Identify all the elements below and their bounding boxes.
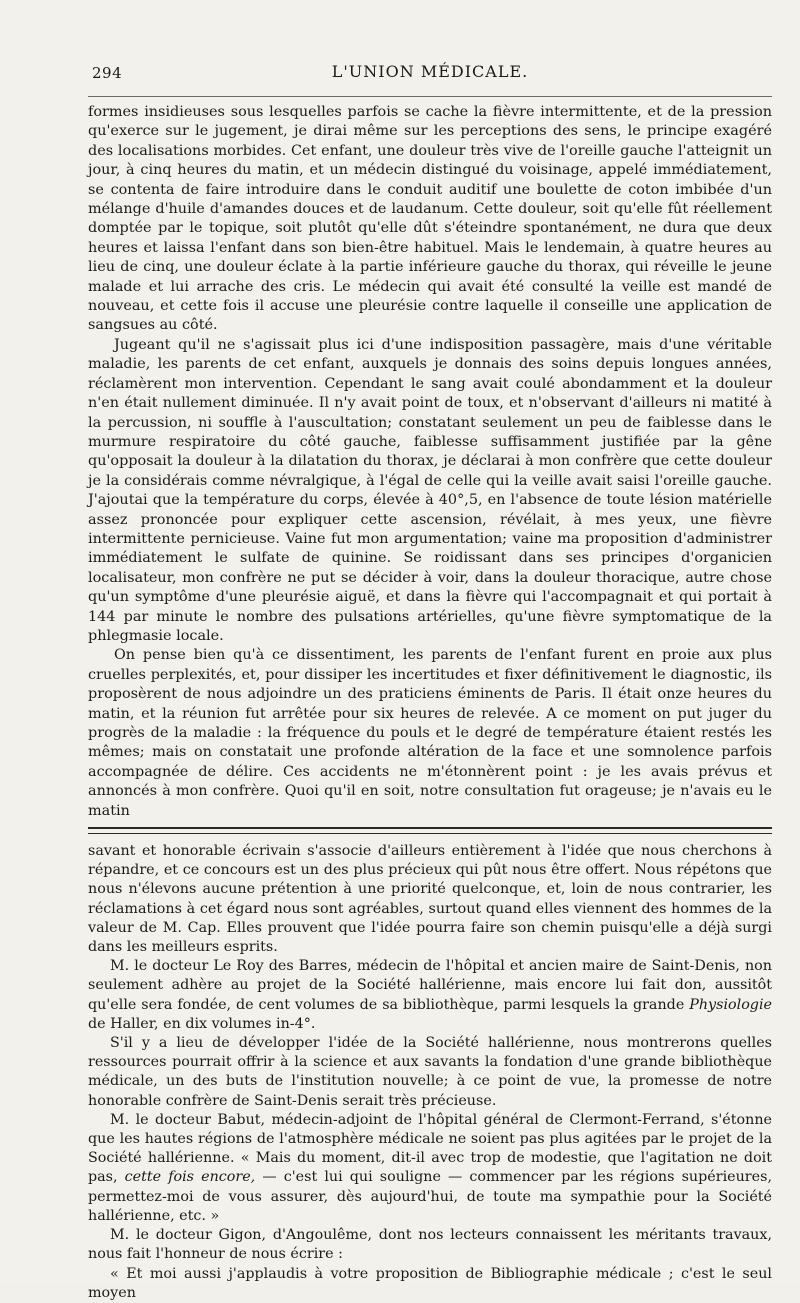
article-paragraph-2: Jugeant qu'il ne s'agissait plus ici d'une indisposition passagère, mais d'une véritable maladie, les parents de cet enfant, auxquels je donnais des soins depuis longues années, réclamèrent mon intervention. Cependant le sang avait coulé abondamment et la douleur n'en était nullement diminuée. Il n'y avait point de toux, et n'observant d'ailleurs ni matité à la percussion, ni souffle à l'auscultation; constatant seulement un peu de faiblesse dans le murmure respiratoire du côté gauche, faiblesse suffisamment justifiée par la gêne qu'opposait la douleur à la dilatation du thorax, je déclarai à mon confrère que cette douleur je la considérais comme névralgique, à l'égal de celle qui la veille avait saisi l'oreille gauche. J'ajoutai que la température du corps, élevée à 40°,5, en l'absence de toute lésion matérielle assez prononcée pour expliquer cette ascension, révélait, à mes yeux, une fièvre intermittente pernicieuse. Vaine fut mon argumentation; vaine ma proposition d'administrer immédiatement le sulfate de quinine. Se roidissant dans ses principes d'organicien localisateur, mon confrère ne put se décider à voir, dans la douleur thoracique, autre chose qu'un symptôme d'une pleurésie aiguë, et dans la fièvre qui l'accompagnait et qui portait à 144 par minute le nombre des pulsations artérielles, qu'une fièvre symptomatique de la phlegmasie locale.: [88, 336, 772, 644]
feuilleton-paragraph-4-italic: cette fois encore,: [124, 1169, 256, 1186]
feuilleton-paragraph-4-text-a: M. le docteur Babut, médecin-adjoint de l'hôpital général de Clermont-Ferrand, s'étonne que les hautes régions de l'atmosphère médicale ne soient pas plus agitées par le projet de la Société hallérienne. « Mais du moment, dit-il avec trop de modestie, que l'agitation ne doit pas,: [88, 1111, 772, 1186]
feuilleton-paragraph-2-text-b: de Haller, en dix volumes in-4°.: [88, 1015, 316, 1032]
feuilleton-paragraph-2: [88, 957, 772, 1034]
article-paragraph-3: On pense bien qu'à ce dissentiment, les parents de l'enfant furent en proie aux plus cruelles perplexités, et, pour dissiper les incertitudes et fixer définitivement le diagnostic, ils proposèrent de nous adjoindre un des praticiens éminents de Paris. Il était onze heures du matin, et la réunion fut arrêtée pour six heures de relevée. A ce moment on put juger du progrès de la maladie : la fréquence du pouls et le degré de température étaient restés les mêmes; mais on constatait une profonde altération de la face et une somnolence parfois accompagnée de délire. Ces accidents ne m'étonnèrent point : je les avais prévus et annoncés à mon confrère. Quoi qu'il en soit, notre consultation fut orageuse; je n'avais eu le matin: [88, 647, 772, 819]
feuilleton-paragraph-2-text-a: M. le docteur Le Roy des Barres, médecin de l'hôpital et ancien maire de Saint-Denis, non seulement adhère au projet de la Société hallérienne, mais encore lui fait don, aussitôt qu'elle sera fondée, de cent volumes de sa bibliothèque, parmi lesquels la grande: [88, 958, 772, 1013]
journal-title: L'UNION MÉDICALE.: [331, 62, 529, 81]
main-article: [88, 103, 772, 821]
feuilleton-paragraph-3: S'il y a lieu de développer l'idée de la Société hallérienne, nous montrerons quelles ressources pourrait offrir à la science et aux savants la fondation d'une grande bibliothèque médicale, un des buts de l'institution nouvelle; à ce point de vue, la promesse de notre honorable confrère de Saint-Denis serait très précieuse.: [88, 1035, 772, 1109]
feuilleton-paragraph-1: savant et honorable écrivain s'associe d'ailleurs entièrement à l'idée que nous cherchons à répandre, et ce concours est un des plus précieux qui pût nous être offert. Nous répétons que nous n'élevons aucune prétention à une priorité quelconque, et, loin de nous contrarier, les réclamations à cet égard nous sont agréables, surtout quand elles viennent des hommes de la valeur de M. Cap. Elles prouvent que l'idée pourra faire son chemin puisqu'elle a déjà surgi dans les meilleurs esprits.: [88, 843, 772, 956]
feuilleton-paragraph-6: « Et moi aussi j'applaudis à votre proposition de Bibliographie médicale ; c'est le seul moyen: [88, 1265, 772, 1301]
header-rule: [88, 96, 772, 97]
article-paragraph-1: formes insidieuses sous lesquelles parfois se cache la fièvre intermittente, et de la pression qu'exerce sur le jugement, je dirai même sur les perceptions des sens, le principe exagéré des localisations morbides. Cet enfant, une douleur très vive de l'oreille gauche l'atteignit un jour, à cinq heures du matin, et un médecin distingué du voisinage, appelé immédiatement, se contenta de faire introduire dans le conduit auditif une boulette de coton imbibée d'un mélange d'huile d'amandes douces et de laudanum. Cette douleur, soit qu'elle fût réellement domptée par le topique, soit plutôt qu'elle dût s'éteindre spontanément, ne dura que deux heures et laissa l'enfant dans son bien-être habituel. Mais le lendemain, à quatre heures au lieu de cinq, une douleur éclate à la partie inférieure gauche du thorax, qui réveille le jeune malade et lui arrache des cris. Le médecin qui avait été consulté la veille est mandé de nouveau, et cette fois il accuse une pleurésie contre laquelle il conseille une application de sangsues au côté.: [88, 104, 772, 334]
section-separator-rule: [88, 827, 772, 834]
feuilleton-paragraph-5: M. le docteur Gigon, d'Angoulême, dont nos lecteurs connaissent les méritants travaux, nous fait l'honneur de nous écrire :: [88, 1227, 772, 1263]
feuilleton-paragraph-4-text-b: — c'est lui qui souligne — commencer par les régions supérieures, permettez-moi de vous assurer, dès aujourd'hui, de toute ma sympathie pour la Société hallérienne, etc. »: [88, 1169, 772, 1224]
feuilleton-paragraph-2-italic: Physiologie: [689, 996, 772, 1013]
feuilleton-section: [88, 842, 772, 1303]
running-head: [88, 58, 772, 88]
feuilleton-paragraph-4: [88, 1111, 772, 1226]
page-number: 294: [92, 64, 123, 82]
